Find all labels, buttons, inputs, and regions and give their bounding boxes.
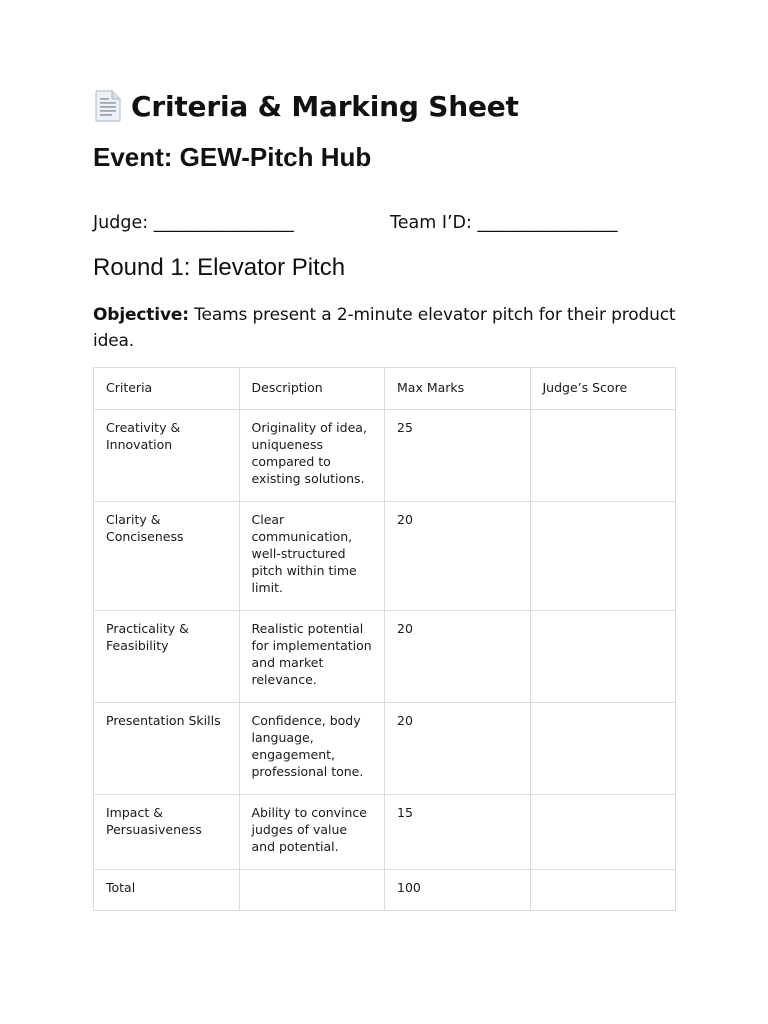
header-criteria: Criteria <box>94 368 240 410</box>
criteria-cell: Clarity & Conciseness <box>94 502 240 611</box>
table-row <box>94 611 676 703</box>
judges-score-cell[interactable] <box>530 502 676 611</box>
max-marks-cell: 25 <box>385 410 531 502</box>
description-cell: Realistic potential for implementation and market relevance. <box>239 611 385 703</box>
description-cell: Confidence, body language, engagement, professional tone. <box>239 703 385 795</box>
table-header-row <box>94 368 676 410</box>
max-marks-cell: 20 <box>385 703 531 795</box>
criteria-cell: Presentation Skills <box>94 703 240 795</box>
header-judges-score: Judge’s Score <box>530 368 676 410</box>
table-row <box>94 502 676 611</box>
criteria-cell: Impact & Persuasiveness <box>94 795 240 870</box>
title-row <box>93 86 519 126</box>
objective-label: Objective: <box>93 305 189 325</box>
round-heading: Round 1: Elevator Pitch <box>93 254 346 281</box>
objective-text: Teams present a 2-minute elevator pitch for their product idea. <box>93 305 676 351</box>
judge-field[interactable]: Judge: ________________ <box>93 213 294 233</box>
total-label-cell: Total <box>94 870 240 911</box>
table-total-row <box>94 870 676 911</box>
event-heading: Event: GEW-Pitch Hub <box>93 142 372 172</box>
judges-score-cell[interactable] <box>530 611 676 703</box>
total-judges-score-cell[interactable] <box>530 870 676 911</box>
description-cell: Ability to convince judges of value and potential. <box>239 795 385 870</box>
max-marks-cell: 15 <box>385 795 531 870</box>
team-id-field[interactable]: Team I’D: ________________ <box>390 213 618 233</box>
table-row <box>94 410 676 502</box>
max-marks-cell: 20 <box>385 611 531 703</box>
header-description: Description <box>239 368 385 410</box>
table-row <box>94 795 676 870</box>
page-title: Criteria & Marking Sheet <box>131 89 519 123</box>
total-max-marks-cell: 100 <box>385 870 531 911</box>
table-row <box>94 703 676 795</box>
judges-score-cell[interactable] <box>530 703 676 795</box>
description-cell: Originality of idea, uniqueness compared to existing solutions. <box>239 410 385 502</box>
max-marks-cell: 20 <box>385 502 531 611</box>
criteria-cell: Practicality & Feasibility <box>94 611 240 703</box>
objective-paragraph <box>93 302 676 354</box>
header-max-marks: Max Marks <box>385 368 531 410</box>
total-description-cell <box>239 870 385 911</box>
judges-score-cell[interactable] <box>530 410 676 502</box>
description-cell: Clear communication, well-structured pitch within time limit. <box>239 502 385 611</box>
marking-table <box>93 367 676 911</box>
judges-score-cell[interactable] <box>530 795 676 870</box>
criteria-cell: Creativity & Innovation <box>94 410 240 502</box>
page-facing-up-icon <box>93 90 123 122</box>
